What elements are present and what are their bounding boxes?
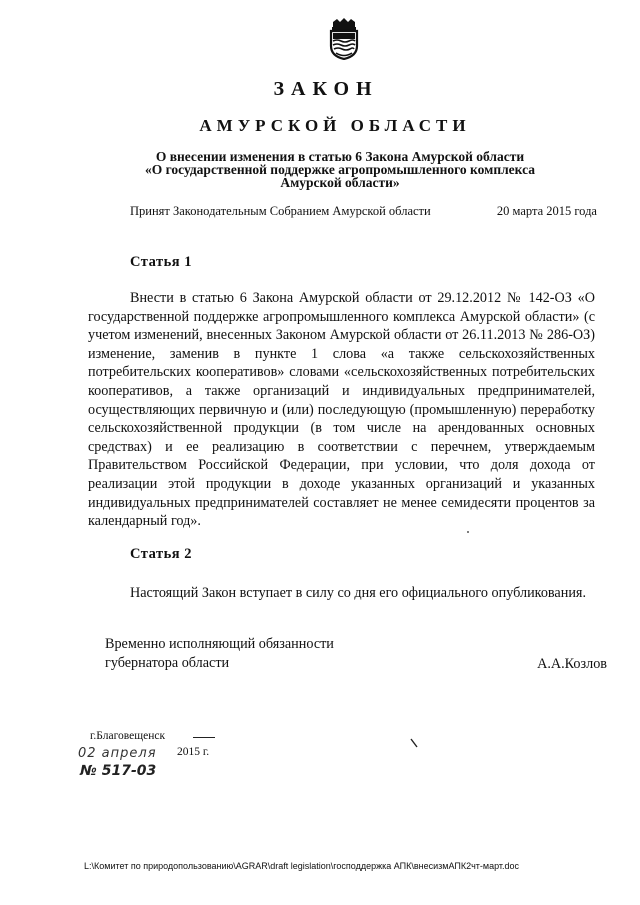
signing-place: г.Благовещенск xyxy=(90,730,166,742)
law-subtitle xyxy=(0,150,640,189)
signing-year: 2015 г. xyxy=(177,746,210,758)
signatory-role-line: губернатора области xyxy=(105,654,230,671)
scan-speck xyxy=(467,531,469,533)
article-1-heading: Статья 1 xyxy=(130,254,192,270)
adoption-date: 20 марта 2015 года xyxy=(496,204,597,218)
subtitle-line: О внесении изменения в статью 6 Закона Амурской области xyxy=(155,149,525,164)
signatory-role-line: Временно исполняющий обязанности xyxy=(105,636,334,652)
article-1-text: Внести в статью 6 Закона Амурской области от 29.12.2012 № 142-ОЗ «О государственной поддержке агропромышленного комплекса Амурской области» (с учетом изменений, внесенных Законом Амурской области от 26.11.2013 № 286-ОЗ) изменение, заменив в пункте 1 слова «а также сельскохозяйственных потребительских кооперативов» словами «сельскохозяйственных потребительских кооперативов, а также организаций и индивидуальных предпринимателей, осуществляющих первичную и (или) последующую (промышленную) переработку сельскохозяйственной продукции (в том числе на арендованных основных средствах) и ее реализацию в соответствии с перечнем, утверждаемым Правительством Российской Федерации, при условии, что доля дохода от реализации этой продукции в доходе указанных организаций и указанных индивидуальных предпринимателей составляет не менее семидесяти процентов за календарный год». xyxy=(88,290,595,530)
article-2-heading: Статья 2 xyxy=(130,546,192,562)
law-title: ЗАКОН xyxy=(273,78,379,100)
signatory-name: А.А.Козлов xyxy=(537,656,607,672)
registration-number: № 517-03 xyxy=(80,763,157,779)
subtitle-line: Амурской области» xyxy=(280,175,400,190)
signing-date-handwritten: 02 апреля xyxy=(78,746,157,761)
region-title: АМУРСКОЙ ОБЛАСТИ xyxy=(199,116,471,135)
pen-mark-icon xyxy=(410,738,418,748)
adoption-text: Принят Законодательным Собранием Амурской области xyxy=(130,204,431,218)
file-path-footer: L:\Комитет по природопользованию\AGRAR\draft legislation\господдержка АПК\внесизмАПК2чт-март.doc xyxy=(84,861,520,871)
subtitle-line: «О государственной поддержке агропромышленного комплекса xyxy=(144,162,536,177)
signatory-role xyxy=(105,635,334,672)
amur-region-coat-of-arms-icon xyxy=(327,18,361,60)
place-dash-line xyxy=(193,737,215,738)
article-2-text: Настоящий Закон вступает в силу со дня его официального опубликования. xyxy=(130,585,586,601)
